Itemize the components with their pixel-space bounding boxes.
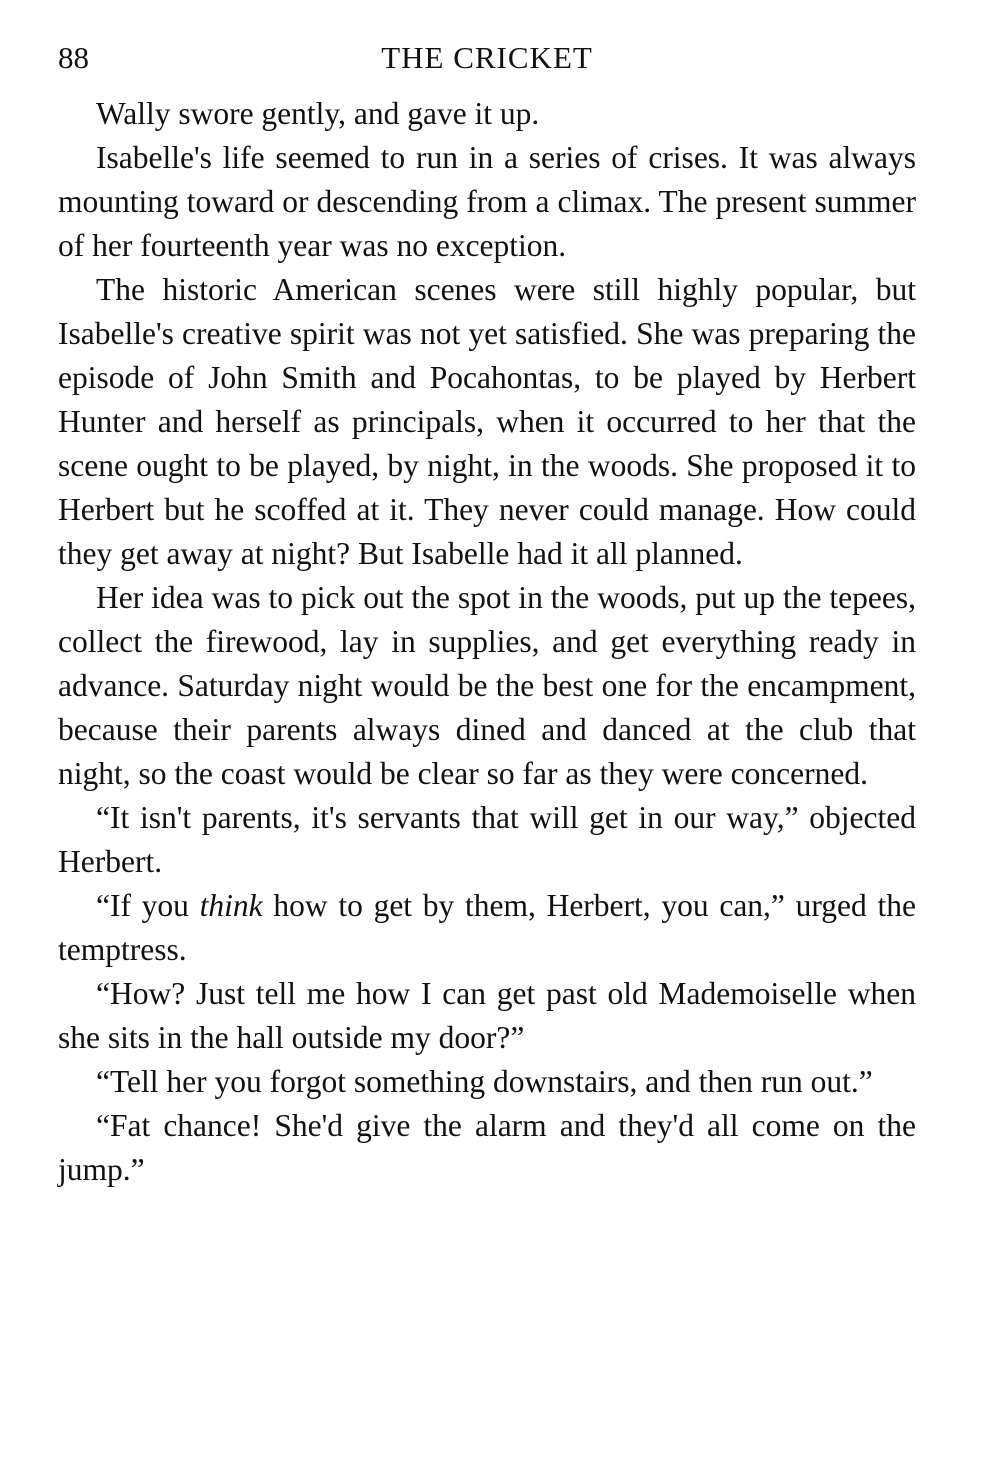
paragraph: “Tell her you forgot something downstairs, and then run out.” <box>96 1064 873 1099</box>
paragraph: “How? Just tell me how I can get past old Mademoiselle when she sits in the hall outside my door?” <box>58 976 916 1055</box>
running-head <box>58 30 916 92</box>
paragraph: The historic American scenes were still highly popular, but Isabelle's creative spirit was not yet satisfied. She was preparing the episode of John Smith and Pocahontas, to be played by Herbert Hunter and herself as principals, when it occurred to her that the scene ought to be played, by night, in the woods. She proposed it to Herbert but he scoffed at it. They never could manage. How could they get away at night? But Isabelle had it all planned. <box>58 272 916 571</box>
page-number: 88 <box>58 40 89 75</box>
paragraph: Wally swore gently, and gave it up. <box>96 96 540 131</box>
emphasis-text: think <box>199 888 263 923</box>
paragraph: “Fat chance! She'd give the alarm and they'd all come on the jump.” <box>58 1108 916 1187</box>
body-text <box>58 92 916 1192</box>
text-run: how to get by them, Herbert, you can,” urged the temptress. <box>58 888 916 967</box>
paragraph: Isabelle's life seemed to run in a series of crises. It was always mounting toward or descending from a climax. The present summer of her fourteenth year was no exception. <box>58 140 916 263</box>
running-title: THE CRICKET <box>381 40 593 75</box>
paragraph: Her idea was to pick out the spot in the woods, put up the tepees, collect the firewood, lay in supplies, and get everything ready in advance. Saturday night would be the best one for the encampment, because their parents always dined and danced at the club that night, so the coast would be clear so far as they were concerned. <box>58 580 916 791</box>
paragraph-with-emphasis <box>58 884 916 972</box>
book-page <box>58 30 916 1192</box>
paragraph: “It isn't parents, it's servants that will get in our way,” objected Herbert. <box>58 800 916 879</box>
text-run: “If you <box>96 888 200 923</box>
